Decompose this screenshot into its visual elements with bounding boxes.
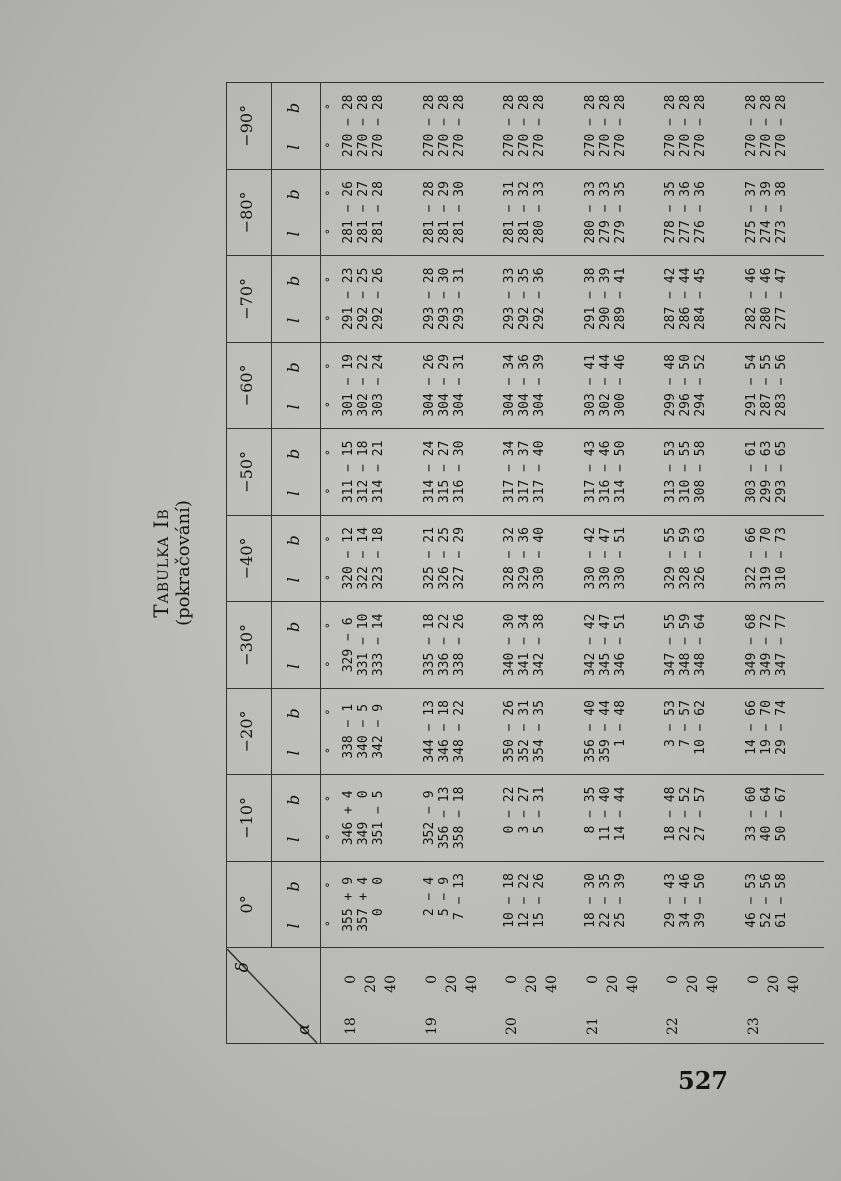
ra-hour — [462, 1003, 482, 1035]
galactic-lb-values: 335 − 18 336 − 22 338 − 26 — [422, 602, 502, 689]
galactic-lb-values: 293 − 33 292 − 35 292 − 36 — [502, 256, 582, 343]
b-label: b — [284, 881, 303, 892]
declination-value: 0° — [237, 895, 256, 914]
l-label: l — [284, 490, 303, 496]
ra-minutes: 20 — [443, 975, 460, 993]
b-label: b — [284, 708, 303, 719]
degree-mark: ° — [323, 920, 337, 927]
galactic-lb-values: 325 − 21 326 − 25 327 − 29 — [422, 515, 502, 602]
ra-row — [442, 948, 462, 1035]
galactic-lb-values: 329 − 55 328 − 59 326 − 63 — [663, 515, 743, 602]
b-label: b — [284, 189, 303, 200]
ra-row — [784, 948, 804, 1035]
galactic-lb-values: 2 − 4 5 − 9 7 − 13 — [422, 861, 502, 948]
ra-minutes: 0 — [584, 975, 601, 984]
l-label: l — [284, 663, 303, 669]
degree-mark: ° — [323, 228, 337, 235]
galactic-lb-values: 303 − 61 299 − 63 293 − 65 — [744, 429, 824, 516]
l-label: l — [284, 836, 303, 842]
declination-value: −90° — [237, 104, 256, 147]
degree-mark: ° — [323, 315, 337, 321]
hour-group-row — [341, 83, 421, 1044]
galactic-lb-values: 282 − 46 280 − 46 277 − 47 — [744, 256, 824, 343]
b-label: b — [284, 102, 303, 113]
galactic-lb-values: 270 − 28 270 − 28 270 − 28 — [663, 83, 743, 170]
degree-units — [320, 861, 341, 948]
lb-subheader — [271, 83, 318, 169]
declination-header — [227, 169, 321, 256]
alpha-label: α — [293, 1023, 314, 1035]
galactic-lb-values: 33 − 60 40 − 64 50 − 67 — [744, 775, 824, 862]
ra-minutes: 20 — [685, 975, 702, 993]
galactic-lb-values: 29 − 43 34 − 46 39 − 50 — [663, 861, 743, 948]
delta-label: δ — [233, 962, 253, 973]
galactic-lb-values: 304 − 26 304 − 29 304 − 31 — [422, 342, 502, 429]
hour-group-row — [663, 83, 743, 1044]
ra-row — [361, 948, 381, 1035]
ra-row — [623, 948, 643, 1035]
galactic-lb-values: 293 − 28 293 − 30 293 − 31 — [422, 256, 502, 343]
galactic-lb-values: 299 − 48 296 − 50 294 − 52 — [663, 342, 743, 429]
galactic-lb-values: 10 − 18 12 − 22 15 − 26 — [502, 861, 582, 948]
degree-mark: ° — [323, 834, 337, 840]
ra-row — [522, 948, 542, 1035]
galactic-lb-values: 8 − 35 11 − 40 14 − 44 — [583, 775, 663, 862]
right-ascension-cell — [422, 948, 502, 1044]
lb-subheader — [271, 170, 318, 256]
lb-subheader — [271, 343, 318, 429]
ra-row — [381, 948, 401, 1035]
galactic-lb-values: 317 − 34 317 − 37 317 − 40 — [502, 429, 582, 516]
galactic-lb-values: 270 − 28 270 − 28 270 − 28 — [583, 83, 663, 170]
declination-value: −40° — [237, 537, 256, 580]
declination-value: −30° — [237, 623, 256, 666]
ra-hour: 18 — [343, 1017, 360, 1035]
galactic-lb-values: 347 − 55 348 − 59 348 − 64 — [663, 602, 743, 689]
ra-hour — [683, 1003, 703, 1035]
declination-header-box — [227, 170, 317, 256]
degree-mark: ° — [323, 882, 337, 888]
ra-row — [703, 948, 723, 1035]
declination-header-box — [227, 516, 317, 602]
galactic-lb-values: 328 − 32 329 − 36 330 − 40 — [502, 515, 582, 602]
degree-mark: ° — [323, 795, 337, 802]
degree-mark: ° — [323, 747, 337, 754]
lb-subheader — [271, 689, 318, 775]
ra-row — [603, 948, 623, 1035]
galactic-lb-values: 356 − 40 359 − 44 1 − 48 — [583, 688, 663, 775]
degree-units — [320, 169, 341, 256]
declination-header — [227, 688, 321, 775]
degree-units — [320, 342, 341, 429]
declination-header-box — [227, 429, 317, 515]
galactic-lb-values: 346 + 4 349 0 351 − 5 — [341, 775, 421, 862]
ra-hour — [361, 1003, 381, 1035]
ra-minutes: 20 — [524, 975, 541, 993]
galactic-lb-values: 329 − 6 331 − 10 333 − 14 — [341, 602, 421, 689]
l-label: l — [284, 750, 303, 756]
l-label: l — [284, 231, 303, 237]
degree-mark: ° — [323, 622, 337, 629]
l-label: l — [284, 923, 303, 929]
galactic-lb-values: 338 − 1 340 − 5 342 − 9 — [341, 688, 421, 775]
ra-row — [744, 948, 764, 1035]
galactic-lb-values: 313 − 53 310 − 55 308 − 58 — [663, 429, 743, 516]
caption — [113, 82, 193, 1044]
ra-hour: 19 — [423, 1017, 440, 1035]
b-label: b — [284, 362, 303, 373]
degree-mark: ° — [323, 488, 337, 494]
galactic-lb-values: 291 − 54 287 − 55 283 − 56 — [744, 342, 824, 429]
b-label: b — [284, 794, 303, 806]
galactic-lb-values: 322 − 66 319 − 70 310 − 73 — [744, 515, 824, 602]
ra-minutes: 20 — [363, 975, 380, 993]
degree-units — [320, 429, 341, 516]
galactic-lb-values: 344 − 13 346 − 18 348 − 22 — [422, 688, 502, 775]
lb-subheader — [271, 862, 318, 948]
right-ascension-cell — [583, 948, 663, 1044]
galactic-lb-values: 270 − 28 270 − 28 270 − 28 — [744, 83, 824, 170]
galactic-lb-values: 304 − 34 304 − 36 304 − 39 — [502, 342, 582, 429]
galactic-lb-values: 270 − 28 270 − 28 270 − 28 — [422, 83, 502, 170]
page-number: 527 — [678, 1066, 729, 1095]
degree-units — [320, 83, 341, 170]
galactic-lb-values: 349 − 68 349 − 72 347 − 77 — [744, 602, 824, 689]
ra-row — [583, 948, 603, 1035]
declination-header-box — [227, 83, 317, 169]
declination-header-box — [227, 775, 317, 861]
degree-mark: ° — [323, 142, 337, 148]
galactic-lb-values: 270 − 28 270 − 28 270 − 28 — [341, 83, 421, 170]
l-label: l — [284, 317, 303, 323]
ra-row — [422, 948, 442, 1035]
galactic-lb-values: 291 − 38 290 − 39 289 − 41 — [583, 256, 663, 343]
declination-header — [227, 515, 321, 602]
l-label: l — [284, 577, 303, 583]
degree-units — [320, 602, 341, 689]
ra-minutes: 0 — [504, 975, 521, 984]
ra-hour: 22 — [665, 1017, 682, 1035]
ra-row — [764, 948, 784, 1035]
galactic-lb-values: 352 − 9 356 − 13 358 − 18 — [422, 775, 502, 862]
galactic-lb-values: 355 + 9 357 + 4 0 0 — [341, 861, 421, 948]
galactic-lb-values: 311 − 15 312 − 18 314 − 21 — [341, 429, 421, 516]
ra-row — [502, 948, 522, 1035]
galactic-lb-values: 317 − 43 316 − 46 314 − 50 — [583, 429, 663, 516]
galactic-lb-values: 14 − 66 19 − 70 29 − 74 — [744, 688, 824, 775]
declination-value: −10° — [237, 796, 256, 839]
ra-minutes: 40 — [705, 975, 722, 993]
degree-mark: ° — [323, 574, 337, 581]
declination-header-box — [227, 256, 317, 342]
galactic-lb-values: 3 − 53 7 − 57 10 − 62 — [663, 688, 743, 775]
l-label: l — [284, 144, 303, 150]
declination-header — [227, 83, 321, 170]
corner-cell — [227, 948, 321, 1044]
ra-row — [663, 948, 683, 1035]
galactic-lb-values: 281 − 28 281 − 29 281 − 30 — [422, 169, 502, 256]
galactic-lb-values: 303 − 41 302 − 44 300 − 46 — [583, 342, 663, 429]
lb-subheader — [271, 429, 318, 515]
declination-header-box — [227, 602, 317, 688]
l-label: l — [284, 404, 303, 410]
declination-header — [227, 256, 321, 343]
right-ascension-cell — [744, 948, 824, 1044]
declination-header — [227, 602, 321, 689]
galactic-lb-values: 281 − 31 281 − 32 280 − 33 — [502, 169, 582, 256]
b-label: b — [284, 621, 303, 633]
declination-header — [227, 429, 321, 516]
declination-value: −50° — [237, 450, 256, 493]
hour-group-row — [422, 83, 502, 1044]
declination-header-box — [227, 862, 317, 948]
declination-header — [227, 775, 321, 862]
table-subtitle: (pokračování) — [173, 500, 194, 626]
galactic-lb-values: 46 − 53 52 − 56 61 − 58 — [744, 861, 824, 948]
galactic-lb-values: 275 − 37 274 − 39 273 − 38 — [744, 169, 824, 256]
degree-mark: ° — [323, 709, 337, 715]
b-label: b — [284, 275, 303, 287]
ra-hour: 20 — [504, 1017, 521, 1035]
right-ascension-cell — [341, 948, 421, 1044]
ra-hour — [381, 1003, 401, 1035]
ra-minutes: 0 — [343, 975, 360, 984]
galactic-lb-values: 287 − 42 286 − 44 284 − 45 — [663, 256, 743, 343]
degree-units — [320, 515, 341, 602]
galactic-lb-values: 301 − 19 302 − 22 303 − 24 — [341, 342, 421, 429]
ra-minutes: 0 — [423, 975, 440, 984]
ra-minutes: 40 — [624, 975, 641, 993]
degree-units — [320, 688, 341, 775]
b-label: b — [284, 535, 303, 546]
ra-hour — [764, 1003, 784, 1035]
ra-minutes: 20 — [765, 975, 782, 993]
declination-value: −60° — [237, 364, 256, 407]
galactic-lb-values: 320 − 12 322 − 14 323 − 18 — [341, 515, 421, 602]
right-ascension-cell — [502, 948, 582, 1044]
galactic-lb-values: 330 − 42 330 − 47 330 − 51 — [583, 515, 663, 602]
declination-value: −70° — [237, 277, 256, 320]
unit-row — [320, 83, 341, 1044]
ra-minutes: 40 — [785, 975, 802, 993]
galactic-lb-values: 270 − 28 270 − 28 270 − 28 — [502, 83, 582, 170]
ra-minutes: 0 — [745, 975, 762, 984]
galactic-lb-values: 340 − 30 341 − 34 342 − 38 — [502, 602, 582, 689]
galactic-lb-values: 342 − 42 345 − 47 346 − 51 — [583, 602, 663, 689]
coordinate-table — [226, 82, 824, 1044]
degree-mark: ° — [323, 103, 337, 110]
degree-mark: ° — [323, 449, 337, 456]
galactic-lb-values: 280 − 33 279 − 33 279 − 35 — [583, 169, 663, 256]
declination-header — [227, 342, 321, 429]
ra-hour — [784, 1003, 804, 1035]
ra-minutes: 20 — [604, 975, 621, 993]
ra-minutes: 40 — [383, 975, 400, 993]
galactic-lb-values: 278 − 35 277 − 36 276 − 36 — [663, 169, 743, 256]
ra-hour — [442, 1003, 462, 1035]
hour-group-row — [502, 83, 582, 1044]
declination-header-box — [227, 689, 317, 775]
degree-mark: ° — [323, 661, 337, 667]
declination-header-box — [227, 343, 317, 429]
table-title: Tabulka Ib — [149, 508, 173, 618]
degree-mark: ° — [323, 363, 337, 369]
galactic-lb-values: 18 − 30 22 − 35 25 − 39 — [583, 861, 663, 948]
lb-subheader — [271, 516, 318, 602]
b-label: b — [284, 448, 303, 460]
hour-group-row — [744, 83, 824, 1044]
ra-minutes: 40 — [463, 975, 480, 993]
degree-mark: ° — [323, 190, 337, 196]
right-ascension-cell — [663, 948, 743, 1044]
galactic-lb-values: 350 − 26 352 − 31 354 − 35 — [502, 688, 582, 775]
ra-row — [683, 948, 703, 1035]
header-row — [227, 83, 321, 1044]
degree-mark: ° — [323, 536, 337, 542]
hour-group-row — [583, 83, 663, 1044]
galactic-lb-values: 18 − 48 22 − 52 27 − 57 — [663, 775, 743, 862]
galactic-lb-values: 281 − 26 281 − 27 281 − 28 — [341, 169, 421, 256]
galactic-lb-values: 0 − 22 3 − 27 5 − 31 — [502, 775, 582, 862]
lb-subheader — [271, 256, 318, 342]
ra-minutes: 0 — [665, 975, 682, 984]
galactic-lb-values: 291 − 23 292 − 25 292 − 26 — [341, 256, 421, 343]
declination-value: −80° — [237, 191, 256, 234]
declination-value: −20° — [237, 710, 256, 753]
degree-mark: ° — [323, 276, 337, 283]
ra-minutes: 40 — [544, 975, 561, 993]
rotated-table-page — [113, 82, 802, 1044]
ra-row — [462, 948, 482, 1035]
unit-spacer — [320, 948, 341, 1044]
ra-hour: 23 — [745, 1017, 762, 1035]
degree-units — [320, 775, 341, 862]
ra-row — [542, 948, 562, 1035]
lb-subheader — [271, 602, 318, 688]
galactic-lb-values: 314 − 24 315 − 27 316 − 30 — [422, 429, 502, 516]
ra-hour: 21 — [584, 1017, 601, 1035]
declination-header — [227, 861, 321, 948]
degree-mark: ° — [323, 401, 337, 408]
ra-hour — [542, 1003, 562, 1035]
ra-hour — [522, 1003, 542, 1035]
ra-hour — [703, 1003, 723, 1035]
degree-units — [320, 256, 341, 343]
ra-row — [341, 948, 361, 1035]
lb-subheader — [271, 775, 318, 861]
ra-hour — [623, 1003, 643, 1035]
ra-hour — [603, 1003, 623, 1035]
